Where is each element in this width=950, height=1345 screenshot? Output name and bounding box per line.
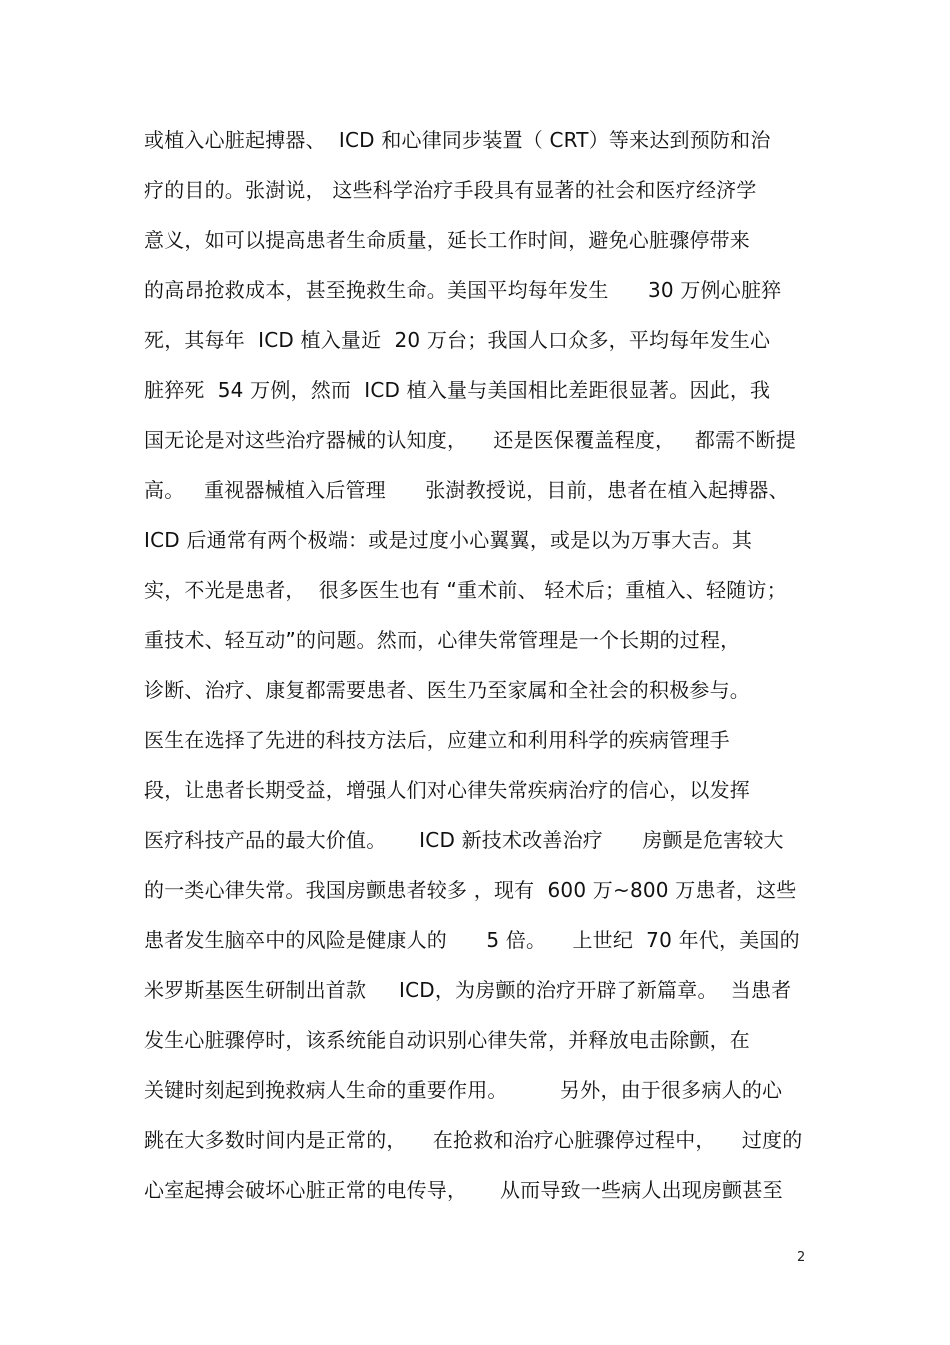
text-line: 发生心脏骤停时，该系统能自动识别心律失常，并释放电击除颤，在: [144, 1028, 750, 1052]
text-line: 重技术、轻互动”的问题。然而，心律失常管理是一个长期的过程，: [144, 628, 741, 652]
text-line: 诊断、治疗、康复都需要患者、医生乃至家属和全社会的积极参与。: [144, 678, 750, 702]
text-line: 关键时刻起到挽救病人生命的重要作用。 另外，由于很多病人的心: [144, 1078, 783, 1102]
text-line: 的高昂抢救成本，甚至挽救生命。美国平均每年发生 30 万例心脏猝: [144, 278, 782, 302]
text-line: 患者发生脑卒中的风险是健康人的 5 倍。 上世纪 70 年代，美国的: [144, 928, 800, 952]
text-line: 实，不光是患者， 很多医生也有 “重术前、 轻术后；重植入、轻随访；: [144, 578, 787, 602]
body-text: [144, 122, 824, 1222]
text-line: 的一类心律失常。我国房颤患者较多 ，现有 600 万~800 万患者，这些: [144, 878, 797, 902]
text-line: 脏猝死 54 万例，然而 ICD 植入量与美国相比差距很显著。因此，我: [144, 378, 771, 402]
text-line: 意义，如可以提高患者生命质量，延长工作时间，避免心脏骤停带来: [144, 228, 750, 252]
text-line: 或植入心脏起搏器、 ICD 和心律同步装置（ CRT）等来达到预防和治: [144, 128, 771, 152]
text-line: 国无论是对这些治疗器械的认知度， 还是医保覆盖程度， 都需不断提: [144, 428, 796, 452]
text-line: 医生在选择了先进的科技方法后，应建立和利用科学的疾病管理手: [144, 728, 730, 752]
text-line: 米罗斯基医生研制出首款 ICD，为房颤的治疗开辟了新篇章。 当患者: [144, 978, 792, 1002]
text-line: 段，让患者长期受益，增强人们对心律失常疾病治疗的信心，以发挥: [144, 778, 750, 802]
text-line: 跳在大多数时间内是正常的， 在抢救和治疗心脏骤停过程中， 过度的: [144, 1128, 803, 1152]
text-line: ICD 后通常有两个极端：或是过度小心翼翼，或是以为万事大吉。其: [144, 528, 753, 552]
page-number: 2: [797, 1250, 806, 1265]
text-line: 心室起搏会破坏心脏正常的电传导， 从而导致一些病人出现房颤甚至: [144, 1178, 783, 1202]
text-line: 高。 重视器械植入后管理 张澍教授说，目前，患者在植入起搏器、: [144, 478, 789, 502]
text-line: 医疗科技产品的最大价值。 ICD 新技术改善治疗 房颤是危害较大: [144, 828, 784, 852]
text-line: 死，其每年 ICD 植入量近 20 万台；我国人口众多，平均每年发生心: [144, 328, 771, 352]
text-line: 疗的目的。张澍说， 这些科学治疗手段具有显著的社会和医疗经济学: [144, 178, 757, 202]
